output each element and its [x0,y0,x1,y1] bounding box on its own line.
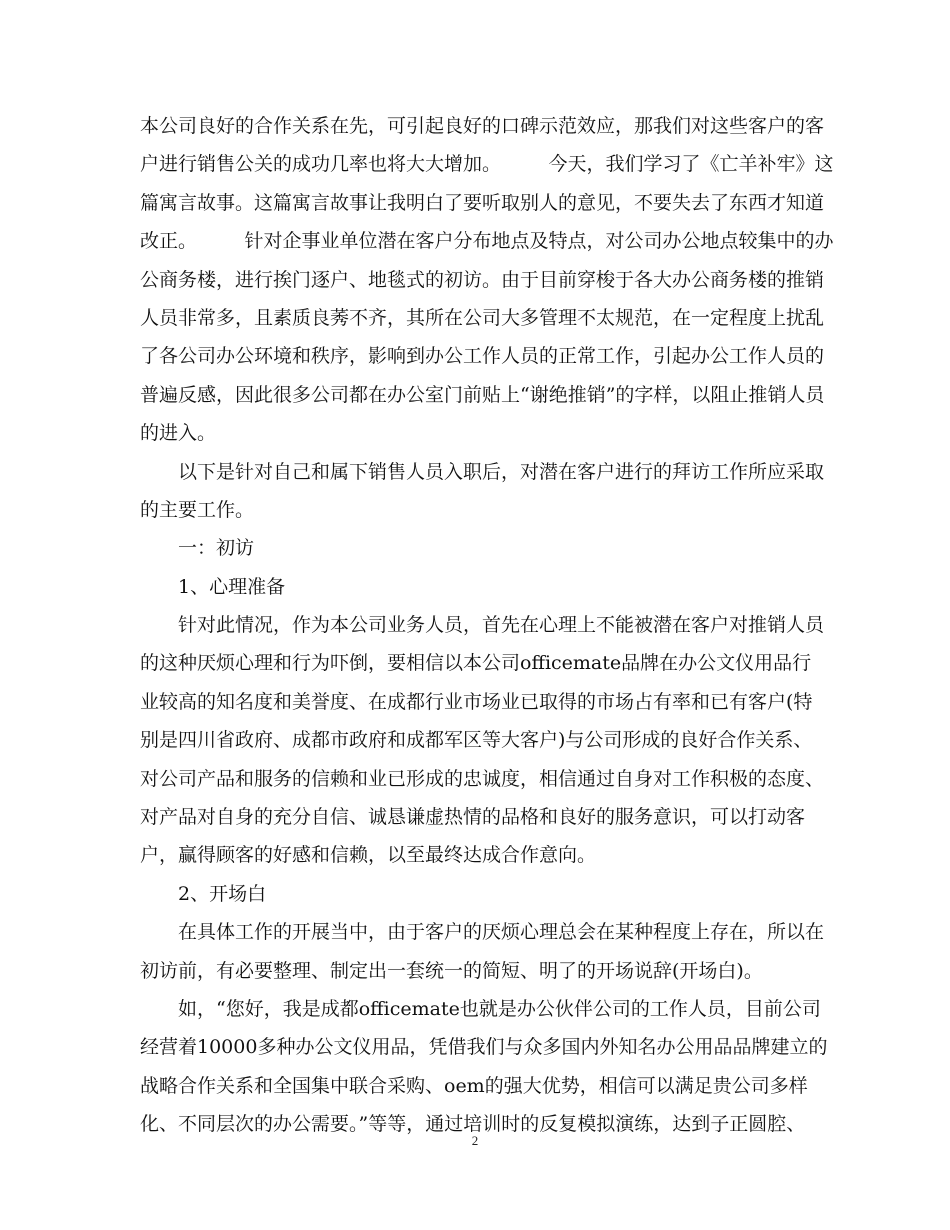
text-line: 以下是针对自己和属下销售人员入职后，对潜在客户进行的拜访工作所应采取 [140,460,825,483]
body-text [140,107,834,1144]
text-line: 户，赢得顾客的好感和信赖，以至最终达成合作意向。 [140,844,597,867]
text-line: 在具体工作的开展当中，由于客户的厌烦心理总会在某种程度上存在，所以在 [140,921,825,944]
text-line: 初访前，有必要整理、制定出一套统一的简短、明了的开场说辞(开场白)。 [140,959,763,982]
section-heading: 一：初访 [140,537,255,560]
text-line: 了各公司办公环境和秩序，影响到办公工作人员的正常工作，引起办公工作人员的 [140,345,825,368]
text-line: 本公司良好的合作关系在先，可引起良好的口碑示范效应，那我们对这些客户的客 [140,115,825,137]
text-line: 如，“您好，我是成都officemate也就是办公伙伴公司的工作人员，目前公司 [140,997,821,1020]
text-line: 普遍反感，因此很多公司都在办公室门前贴上“谢绝推销”的字样，以阻止推销人员 [140,383,825,406]
text-line: 对产品对自身的充分自信、诚恳谦虚热情的品格和良好的服务意识，可以打动客 [140,806,806,829]
text-line: 的这种厌烦心理和行为吓倒，要相信以本公司officemate品牌在办公文仪用品行 [140,652,812,675]
text-line: 对公司产品和服务的信赖和业已形成的忠诚度，相信通过自身对工作积极的态度、 [140,767,825,790]
subsection-heading: 1、心理准备 [140,575,286,598]
text-line: 改正。 针对企事业单位潜在客户分布地点及特点，对公司办公地点较集中的办 [140,230,834,253]
text-line: 针对此情况，作为本公司业务人员，首先在心理上不能被潜在客户对推销人员 [140,614,825,637]
text-line: 业较高的知名度和美誉度、在成都行业市场业已取得的市场占有率和已有客户(特 [140,690,813,713]
text-line: 户进行销售公关的成功几率也将大大增加。 今天，我们学习了《亡羊补牢》这 [140,153,834,176]
text-line: 的主要工作。 [140,498,255,521]
text-line: 战略合作关系和全国集中联合采购、oem的强大优势，相信可以满足贵公司多样 [140,1074,808,1097]
subsection-heading: 2、开场白 [140,882,267,905]
text-line: 经营着10000多种办公文仪用品，凭借我们与众多国内外知名办公用品品牌建立的 [140,1036,828,1059]
text-line: 别是四川省政府、成都市政府和成都军区等大客户)与公司形成的良好合作关系、 [140,729,813,752]
text-line: 公商务楼，进行挨门逐户、地毯式的初访。由于目前穿梭于各大办公商务楼的推销 [140,268,825,291]
text-line: 的进入。 [140,422,217,445]
text-line: 篇寓言故事。这篇寓言故事让我明白了要听取别人的意见，不要失去了东西才知道 [140,191,825,214]
page-number: 2 [471,1133,479,1148]
text-line: 化、不同层次的办公需要。”等等，通过培训时的反复模拟演练，达到子正圆腔、 [140,1113,806,1136]
text-line: 人员非常多，且素质良莠不齐，其所在公司大多管理不太规范，在一定程度上扰乱 [140,306,825,329]
